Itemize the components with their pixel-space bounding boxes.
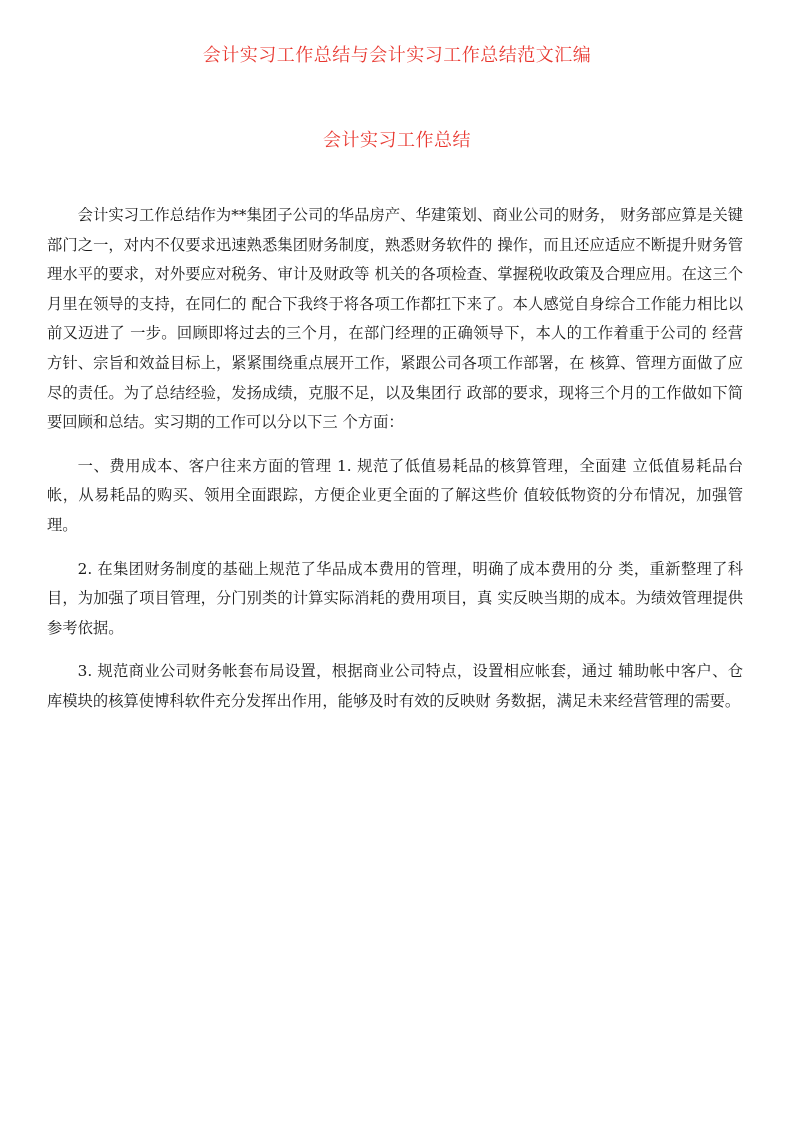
- document-body: [47, 201, 743, 717]
- paragraph-item-3: 3. 规范商业公司财务帐套布局设置，根据商业公司特点，设置相应帐套，通过 辅助帐中客户、仓库模块的核算使博科软件充分发挥出作用，能够及时有效的反映财 务数据，满足未来经营管理的需要。: [47, 662, 743, 710]
- paragraph-item-2: 2. 在集团财务制度的基础上规范了华品成本费用的管理，明确了成本费用的分 类，重新整理了科目，为加强了项目管理，分门别类的计算实际消耗的费用项目，真 实反映当期的成本。为绩效管理提供参考依据。: [47, 559, 743, 637]
- paragraph-item-1: 一、费用成本、客户往来方面的管理 1. 规范了低值易耗品的核算管理，全面建 立低值易耗品台帐，从易耗品的购买、领用全面跟踪，方便企业更全面的了解这些价 值较低物资的分布情况，加强管理。: [47, 456, 743, 534]
- document-title: 会计实习工作总结与会计实习工作总结范文汇编: [202, 45, 592, 66]
- section-title: 会计实习工作总结: [323, 130, 471, 151]
- paragraph-intro: 会计实习工作总结作为**集团子公司的华品房产、华建策划、商业公司的财务， 财务部应算是关键部门之一，对内不仅要求迅速熟悉集团财务制度，熟悉财务软件的 操作，而且还应适应不断提升财务管理水平的要求，对外要应对税务、审计及财政等 机关的各项检查、掌握税收政策及合理应用。在这三个月里在领导的支持，在同仁的 配合下我终于将各项工作都扛下来了。本人感觉自身综合工作能力相比以前又迈进了 一步。回顾即将过去的三个月，在部门经理的正确领导下，本人的工作着重于公司的 经营方针、宗旨和效益目标上，紧紧围绕重点展开工作，紧跟公司各项工作部署，在 核算、管理方面做了应尽的责任。为了总结经验，发扬成绩，克服不足，以及集团行 政部的要求，现将三个月的工作做如下简要回顾和总结。实习期的工作可以分以下三 个方面：: [47, 206, 743, 432]
